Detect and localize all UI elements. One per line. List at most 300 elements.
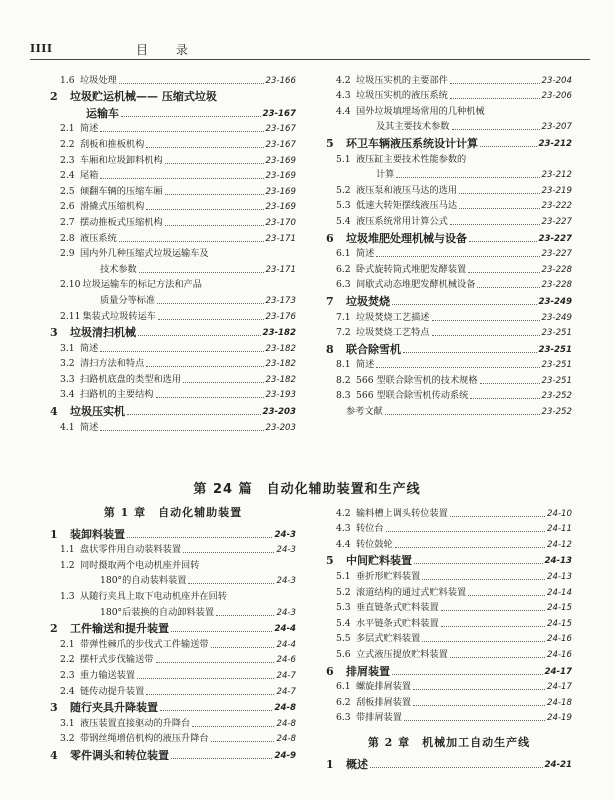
toc-entry[interactable]: [50, 557, 296, 573]
toc-entry-title: 566 型联合除雪机的技术规格: [356, 374, 478, 386]
dot-leader: [100, 351, 263, 352]
toc-entry-number: 6.3: [336, 712, 351, 724]
dot-leader: [119, 241, 264, 242]
toc-entry-page: 24-3: [276, 607, 296, 618]
dot-leader: [441, 626, 545, 627]
toc-entry-number: 5.6: [336, 648, 351, 660]
dot-leader: [146, 209, 263, 210]
toc-entry-page: 23-193: [265, 390, 296, 401]
toc-entry[interactable]: [50, 356, 296, 372]
toc-entry[interactable]: [326, 103, 572, 119]
toc-entry-number: 4.4: [336, 538, 351, 550]
toc-entry-number: 5.1: [336, 153, 351, 165]
toc-entry-title: 间歇式动态堆肥发酵机械设备: [356, 279, 476, 291]
toc-entry[interactable]: [50, 261, 296, 277]
toc-entry-title: 国内外几种压缩式垃圾运输车及: [80, 248, 209, 260]
header-rule: [30, 59, 590, 60]
toc-entry-number: 8.2: [336, 374, 351, 386]
toc-entry[interactable]: [326, 631, 572, 647]
toc-entry-page: 23-203: [262, 407, 296, 418]
toc-entry[interactable]: [326, 536, 572, 552]
toc-entry-page: 24-18: [547, 697, 572, 708]
toc-entry[interactable]: [326, 309, 572, 325]
toc-entry-number: 2.5: [60, 185, 75, 197]
dot-leader: [386, 531, 545, 532]
toc-entry-number: 3: [50, 326, 58, 340]
toc-entry[interactable]: [50, 308, 296, 324]
toc-entry-number: 2.11: [60, 310, 81, 322]
toc-entry-title: 卧式旋转筒式堆肥发酵装置: [356, 263, 467, 275]
toc-entry-number: 4.2: [336, 74, 351, 86]
toc-entry-page: 23-252: [541, 407, 572, 418]
toc-entry[interactable]: [50, 699, 296, 716]
toc-entry[interactable]: [326, 710, 572, 726]
toc-entry-number: 2.4: [60, 170, 75, 182]
toc-entry-title: 垃圾处理: [80, 74, 117, 86]
dot-leader: [121, 116, 261, 117]
toc-entry-number: 6.3: [336, 279, 351, 291]
toc-entry[interactable]: [326, 755, 572, 772]
toc-entry-page: 23-227: [541, 249, 572, 260]
toc-entry-page: 23-227: [538, 233, 572, 244]
toc-entry-page: 23-222: [541, 201, 572, 212]
toc-entry-title: 及其主要技术参数: [376, 121, 450, 133]
toc-entry-title: 计算: [376, 169, 395, 181]
dot-leader: [413, 689, 545, 690]
toc-entry[interactable]: [50, 246, 296, 262]
dot-leader: [396, 177, 539, 178]
toc-entry[interactable]: [50, 277, 296, 293]
toc-entry-page: 23-207: [541, 122, 572, 133]
dot-leader: [432, 320, 540, 321]
toc-entry-title: 输料槽上调头转位装置: [356, 507, 448, 519]
toc-entry-title: 重力输送装置: [80, 669, 136, 681]
toc-entry-number: 5.3: [336, 602, 351, 614]
toc-entry-title: 链传动提升装置: [80, 685, 145, 697]
toc-entry-number: 8.3: [336, 390, 351, 402]
toc-entry[interactable]: [326, 213, 572, 229]
toc-entry-number: 8: [326, 342, 334, 356]
toc-entry-title: 集装式垃圾转运车: [82, 310, 156, 322]
toc-entry-number: 6.2: [336, 696, 351, 708]
toc-entry-title: 国外垃圾填埋场常用的几种机械: [356, 105, 485, 117]
toc-entry-title: 液压缸主要技术性能参数的: [356, 153, 467, 165]
toc-entry-page: 23-166: [265, 75, 296, 86]
dot-leader: [450, 224, 540, 225]
toc-entry[interactable]: [326, 584, 572, 600]
toc-entry[interactable]: [50, 72, 296, 88]
dot-leader: [216, 615, 274, 616]
toc-entry[interactable]: [50, 573, 296, 589]
toc-entry-number: 4.2: [336, 507, 351, 519]
toc-entry-number: 4.1: [60, 421, 75, 433]
toc-entry[interactable]: [326, 340, 572, 357]
toc-entry-title: 螺旋排屑装置: [356, 681, 412, 693]
toc-entry-title: 180°后装换的自动卸料装置: [100, 606, 215, 618]
toc-entry-page: 23-249: [541, 312, 572, 323]
part-title: 第 24 篇 自动化辅助装置和生产线: [193, 482, 421, 497]
toc-entry-page: 23-182: [265, 374, 296, 385]
toc-entry[interactable]: [326, 229, 572, 246]
toc-entry[interactable]: [50, 230, 296, 246]
toc-entry-page: 23-206: [541, 91, 572, 102]
toc-entry-page: 23-219: [541, 185, 572, 196]
toc-entry-title: 零件调头和转位装置: [70, 748, 169, 762]
dot-leader: [127, 414, 261, 415]
toc-entry[interactable]: [326, 277, 572, 293]
toc-entry-page: 23-249: [538, 296, 572, 307]
toc-entry-title: 摆杆式步伐输送带: [80, 654, 154, 666]
toc-entry-page: 23-173: [265, 295, 296, 306]
toc-entry[interactable]: [326, 325, 572, 341]
toc-entry-title: 质量分等标准: [100, 294, 156, 306]
toc-entry-title: 随行夹具升降装置: [70, 701, 158, 715]
toc-entry-page: 24-17: [544, 666, 572, 677]
toc-entry-number: 2.6: [60, 201, 75, 213]
toc-entry-number: 5.1: [336, 570, 351, 582]
toc-entry[interactable]: [50, 746, 296, 763]
toc-entry-title: 刮板排屑装置: [356, 696, 412, 708]
toc-entry[interactable]: [326, 357, 572, 373]
toc-entry-number: 2.10: [60, 279, 81, 291]
dot-leader: [165, 163, 264, 164]
toc-entry-number: 2.4: [60, 685, 75, 697]
toc-entry-title: 带排屑装置: [356, 712, 402, 724]
toc-entry-page: 23-252: [541, 391, 572, 402]
toc-entry-title: 水平链条式贮料装置: [356, 617, 439, 629]
toc-entry-page: 24-9: [274, 750, 296, 761]
toc-entry[interactable]: [50, 183, 296, 199]
toc-entry-page: 24-3: [276, 576, 296, 587]
toc-entry-page: 23-228: [541, 264, 572, 275]
toc-entry-page: 23-251: [541, 375, 572, 386]
toc-entry[interactable]: [326, 372, 572, 388]
dot-leader: [156, 662, 275, 663]
toc-entry-page: 24-10: [547, 508, 572, 519]
toc-entry[interactable]: [326, 388, 572, 404]
toc-entry-page: 24-4: [276, 639, 296, 650]
toc-entry[interactable]: [326, 505, 572, 521]
dot-leader: [158, 319, 264, 320]
toc-entry-number: 2.3: [60, 154, 75, 166]
toc-entry[interactable]: [326, 568, 572, 584]
dot-leader: [403, 352, 537, 353]
toc-entry-title: 盘状零件用自动装料装置: [80, 544, 182, 556]
toc-entry[interactable]: [50, 525, 296, 542]
toc-entry-page: 23-176: [265, 311, 296, 322]
toc-entry-title: 参考文献: [346, 406, 383, 418]
toc-entry-number: 3.3: [60, 373, 75, 385]
toc-entry-title: 滑撬式压缩机构: [80, 201, 145, 213]
page-number: IIII: [30, 42, 53, 55]
toc-entry-title: 简述: [80, 421, 99, 433]
toc-entry-page: 23-203: [265, 422, 296, 433]
dot-leader: [480, 383, 540, 384]
dot-leader: [441, 610, 545, 611]
dot-leader: [395, 547, 545, 548]
toc-entry-page: 24-6: [276, 655, 296, 666]
toc-entry[interactable]: [50, 588, 296, 604]
toc-entry[interactable]: [50, 542, 296, 558]
toc-entry-page: 24-13: [547, 571, 572, 582]
toc-entry-title: 车厢和垃圾卸料机构: [80, 154, 163, 166]
toc-entry-number: 5.4: [336, 617, 351, 629]
toc-entry[interactable]: [326, 403, 572, 419]
toc-entry-title: 液压系统: [80, 232, 117, 244]
toc-entry-title: 立式液压提放贮料装置: [356, 648, 448, 660]
dot-leader: [413, 705, 545, 706]
toc-entry-number: 3: [50, 701, 58, 715]
toc-entry-title: 带弹性棘爪的步伐式工件输送带: [80, 638, 209, 650]
toc-entry-number: 6: [326, 664, 334, 678]
dot-leader: [468, 272, 539, 273]
dot-leader: [146, 694, 274, 695]
toc-entry[interactable]: [326, 694, 572, 710]
dot-leader: [480, 146, 537, 147]
toc-entry-number: 2.9: [60, 248, 75, 260]
toc-entry-page: 23-212: [541, 170, 572, 181]
toc-entry-page: 23-167: [265, 124, 296, 135]
dot-leader: [459, 208, 539, 209]
toc-entry-page: 24-14: [547, 587, 572, 598]
toc-entry-page: 23-204: [541, 75, 572, 86]
toc-entry-title: 倾翻车辆的压缩车厢: [80, 185, 163, 197]
toc-entry-page: 24-4: [274, 624, 296, 635]
toc-entry-number: 3.4: [60, 389, 75, 401]
toc-entry-number: 6.2: [336, 263, 351, 275]
toc-entry-number: 4.3: [336, 523, 351, 535]
dot-leader: [459, 193, 539, 194]
toc-entry[interactable]: [326, 292, 572, 309]
toc-entry[interactable]: [50, 324, 296, 341]
toc-entry-page: 23-169: [265, 202, 296, 213]
toc-entry-number: 4.3: [336, 90, 351, 102]
toc-entry-number: 1.2: [60, 559, 75, 571]
toc-entry-page: 24-3: [274, 529, 296, 540]
toc-entry-page: 24-19: [547, 713, 572, 724]
toc-entry-title: 垃圾焚烧工艺描述: [356, 311, 430, 323]
toc-entry[interactable]: [326, 600, 572, 616]
toc-entry-page: 24-16: [547, 649, 572, 660]
toc-entry-page: 23-169: [265, 171, 296, 182]
toc-entry-title: 简述: [80, 123, 99, 135]
dot-leader: [477, 287, 539, 288]
toc-entry-page: 23-251: [541, 360, 572, 371]
dot-leader: [422, 641, 545, 642]
dot-leader: [100, 131, 263, 132]
toc-entry-page: 23-169: [265, 155, 296, 166]
toc-entry[interactable]: [326, 88, 572, 104]
toc-entry[interactable]: [50, 152, 296, 168]
dot-leader: [119, 83, 264, 84]
toc-entry-title: 垃圾压实机: [70, 405, 125, 419]
toc-entry-number: 3.1: [60, 717, 75, 729]
dot-leader: [404, 720, 545, 721]
toc-entry[interactable]: [50, 636, 296, 652]
dot-leader: [450, 516, 545, 517]
header-title: 目 录: [136, 43, 200, 57]
dot-leader: [211, 741, 275, 742]
toc-entry[interactable]: [326, 662, 572, 679]
toc-entry-title: 180°的自动装料装置: [100, 575, 187, 587]
dot-leader: [171, 758, 272, 759]
dot-leader: [156, 397, 264, 398]
toc-entry[interactable]: [50, 340, 296, 356]
toc-entry-number: 6.1: [336, 248, 351, 260]
toc-entry[interactable]: [50, 620, 296, 637]
toc-entry[interactable]: [50, 371, 296, 387]
toc-list: [50, 525, 296, 763]
toc-entry[interactable]: [50, 104, 296, 121]
toc-entry[interactable]: [326, 246, 572, 262]
toc-entry[interactable]: [50, 715, 296, 731]
toc-entry-title: 566 型联合除雪机传动系统: [356, 390, 469, 402]
toc-entry-number: 3.2: [60, 358, 75, 370]
toc-entry[interactable]: [50, 214, 296, 230]
dot-leader: [414, 563, 543, 564]
dot-leader: [450, 657, 545, 658]
toc-entry-page: 23-170: [265, 217, 296, 228]
toc-entry-number: 6: [326, 231, 334, 245]
toc-entry[interactable]: [50, 731, 296, 747]
toc-entry[interactable]: [326, 151, 572, 167]
toc-entry-title: 垃圾压实机的液压系统: [356, 90, 448, 102]
toc-entry-number: 7.2: [336, 327, 351, 339]
toc-entry[interactable]: [50, 652, 296, 668]
dot-leader: [392, 674, 543, 675]
toc-entry-page: 24-7: [276, 686, 296, 697]
toc-entry[interactable]: [326, 615, 572, 631]
dot-leader: [138, 335, 261, 336]
toc-entry-title: 概述: [346, 757, 368, 771]
toc-entry-page: 24-8: [274, 703, 296, 714]
toc-entry-title: 垃圾清扫机械: [70, 326, 136, 340]
toc-entry-title: 摆动推板式压缩机构: [80, 216, 163, 228]
dot-leader: [452, 129, 540, 130]
toc-entry[interactable]: [326, 679, 572, 695]
dot-leader: [137, 678, 274, 679]
dot-leader: [171, 631, 272, 632]
toc-entry-number: 7: [326, 294, 334, 308]
toc-entry-title: 转位鼓轮: [356, 538, 393, 550]
toc-entry-title: 垃圾焚烧工艺特点: [356, 327, 430, 339]
toc-entry-title: 清扫方法和特点: [80, 358, 145, 370]
toc-entry-page: 24-7: [276, 670, 296, 681]
toc-entry[interactable]: [326, 167, 572, 183]
toc-list: [326, 505, 572, 725]
toc-entry-number: 5.5: [336, 633, 351, 645]
toc-entry[interactable]: [326, 198, 572, 214]
toc-entry-number: 1.1: [60, 544, 75, 556]
toc-entry[interactable]: [50, 121, 296, 137]
toc-entry-page: 23-167: [265, 139, 296, 150]
toc-entry-title: 环卫车辆液压系统设计计算: [346, 136, 478, 150]
toc-entry[interactable]: [50, 387, 296, 403]
toc-entry-page: 24-13: [544, 556, 572, 567]
toc-entry-number: 7.1: [336, 311, 351, 323]
toc-entry[interactable]: [326, 261, 572, 277]
toc-entry[interactable]: [326, 72, 572, 88]
dot-leader: [160, 710, 272, 711]
toc-entry[interactable]: [326, 646, 572, 662]
toc-entry-title: 垂直链条式贮料装置: [356, 602, 439, 614]
toc-entry-page: 23-227: [541, 216, 572, 227]
toc-entry-number: 4: [50, 748, 58, 762]
toc-entry-number: 4: [50, 405, 58, 419]
toc-entry[interactable]: [50, 419, 296, 435]
toc-entry-number: 2.7: [60, 216, 75, 228]
toc-entry-title: 运输车: [86, 106, 119, 120]
toc-entry-title: 装卸料装置: [70, 527, 125, 541]
toc-entry[interactable]: [50, 683, 296, 699]
toc-entry[interactable]: [50, 168, 296, 184]
toc-entry-number: 2.2: [60, 654, 75, 666]
toc-entry-page: 24-8: [276, 718, 296, 729]
toc-entry[interactable]: [50, 667, 296, 683]
toc-entry-title: 扫路机的主要结构: [80, 389, 154, 401]
toc-entry[interactable]: [50, 292, 296, 308]
dot-leader: [385, 414, 540, 415]
toc-entry-page: 23-171: [265, 233, 296, 244]
toc-entry-title: 低速大转矩摆线液压马达: [356, 200, 458, 212]
dot-leader: [469, 241, 537, 242]
toc-entry[interactable]: [50, 199, 296, 215]
toc-entry-number: 3.2: [60, 733, 75, 745]
toc-entry-page: 23-251: [538, 344, 572, 355]
toc-entry-page: 24-12: [547, 539, 572, 550]
toc-list: [326, 755, 572, 772]
toc-entry-title: 液压系统常用计算公式: [356, 215, 448, 227]
toc-entry-number: 5: [326, 136, 334, 150]
toc-entry-title: 垃圾堆肥处理机械与设备: [346, 231, 467, 245]
toc-entry[interactable]: [50, 88, 296, 105]
toc-entry-number: 8.1: [336, 359, 351, 371]
toc-entry-page: 23-182: [265, 343, 296, 354]
toc-entry-page: 23-171: [265, 264, 296, 275]
toc-entry[interactable]: [50, 136, 296, 152]
toc-entry[interactable]: [326, 552, 572, 569]
toc-entry[interactable]: [326, 182, 572, 198]
toc-entry[interactable]: [50, 604, 296, 620]
dot-leader: [100, 430, 263, 431]
toc-entry-title: 滚道结构的通过式贮料装置: [356, 586, 467, 598]
dot-leader: [370, 767, 543, 768]
toc-entry-number: 5.2: [336, 184, 351, 196]
dot-leader: [165, 194, 264, 195]
toc-column-top-left: [50, 72, 296, 435]
toc-entry-title: 从随行夹具上取下电动机座并在回转: [80, 590, 227, 602]
toc-entry-number: 2.3: [60, 669, 75, 681]
toc-entry-number: 2: [50, 622, 58, 636]
dot-leader: [100, 178, 263, 179]
toc-entry-title: 垃圾压实机的主要部件: [356, 74, 448, 86]
toc-column-bottom-left: [50, 505, 296, 763]
toc-entry-title: 联合除雪机: [346, 342, 401, 356]
toc-entry[interactable]: [326, 119, 572, 135]
toc-entry-number: 2.1: [60, 123, 75, 135]
toc-entry-number: 5.2: [336, 586, 351, 598]
toc-entry[interactable]: [326, 521, 572, 537]
toc-entry-page: 23-182: [262, 328, 296, 339]
dot-leader: [192, 726, 274, 727]
toc-entry-title: 同时摄取两个电动机座并回转: [80, 559, 200, 571]
toc-entry-title: 液压泵和液压马达的选用: [356, 184, 458, 196]
dot-leader: [470, 398, 539, 399]
dot-leader: [450, 83, 540, 84]
dot-leader: [392, 304, 537, 305]
toc-entry[interactable]: [326, 134, 572, 151]
toc-entry[interactable]: [50, 402, 296, 419]
